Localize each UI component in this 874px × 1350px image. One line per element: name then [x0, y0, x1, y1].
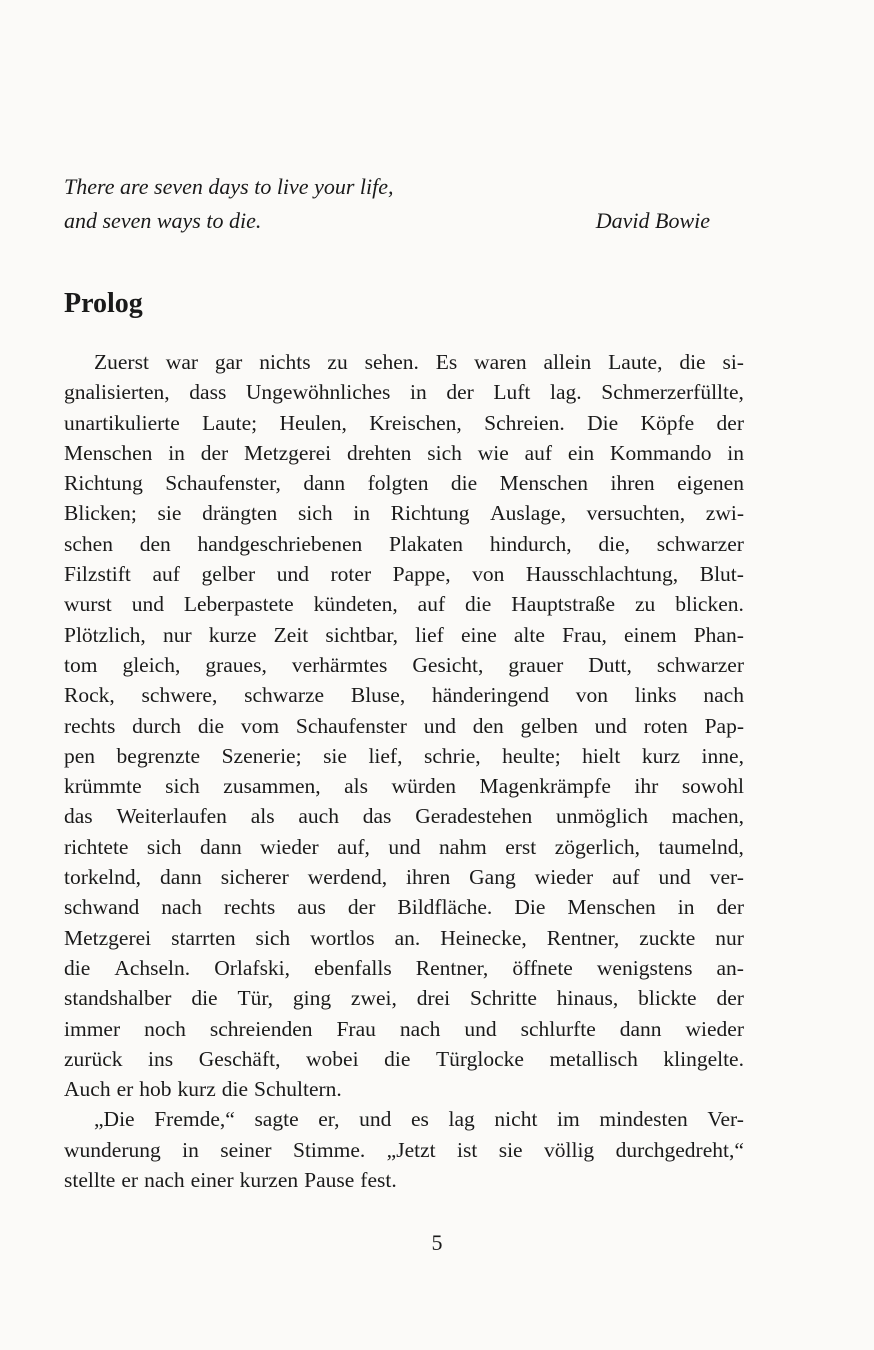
text-line: standshalber die Tür, ging zwei, drei Schritte hinaus, blickte der: [64, 986, 744, 1011]
text-line: Metzgerei starrten sich wortlos an. Heinecke, Rentner, zuckte nur: [64, 925, 744, 950]
paragraph: [64, 347, 744, 1104]
epigraph-quote-line-2: and seven ways to die.: [64, 208, 262, 233]
text-line: Auch er hob kurz die Schultern.: [64, 1077, 342, 1102]
text-line: unartikulierte Laute; Heulen, Kreischen, Schreien. Die Köpfe der: [64, 410, 744, 435]
text-line: richtete sich dann wieder auf, und nahm erst zögerlich, taumelnd,: [64, 834, 744, 859]
page-number: 5: [431, 1230, 443, 1255]
text-line: torkelnd, dann sicherer werdend, ihren Gang wieder auf und ver-: [64, 865, 744, 890]
text-line: Blicken; sie drängten sich in Richtung Auslage, versuchten, zwi-: [64, 501, 744, 526]
text-line: immer noch schreienden Frau nach und schlurfte dann wieder: [64, 1016, 744, 1041]
text-line: die Achseln. Orlafski, ebenfalls Rentner, öffnete wenigstens an-: [64, 955, 744, 980]
text-line: gnalisierten, dass Ungewöhnliches in der Luft lag. Schmerzerfüllte,: [64, 380, 744, 405]
text-line: Rock, schwere, schwarze Bluse, händeringend von links nach: [64, 683, 744, 708]
epigraph-quote-line-1: There are seven days to live your life,: [64, 174, 394, 199]
text-line: Plötzlich, nur kurze Zeit sichtbar, lief eine alte Frau, einem Phan-: [64, 622, 744, 647]
text-line: Zuerst war gar nichts zu sehen. Es waren allein Laute, die si-: [94, 350, 744, 374]
text-line: wunderung in seiner Stimme. „Jetzt ist sie völlig durchgedreht,“: [64, 1137, 744, 1162]
text-line: das Weiterlaufen als auch das Geradestehen unmöglich machen,: [64, 804, 744, 829]
text-line: Richtung Schaufenster, dann folgten die Menschen ihren eigenen: [64, 471, 744, 496]
paragraph: [64, 1104, 744, 1195]
text-line: rechts durch die vom Schaufenster und den gelben und roten Pap-: [64, 713, 744, 738]
text-line: pen begrenzte Szenerie; sie lief, schrie, heulte; hielt kurz inne,: [64, 743, 744, 768]
text-line: Filzstift auf gelber und roter Pappe, von Hausschlachtung, Blut-: [64, 562, 744, 587]
chapter-heading: Prolog: [64, 288, 143, 319]
text-line: „Die Fremde,“ sagte er, und es lag nicht im mindesten Ver-: [94, 1107, 744, 1132]
text-line: wurst und Leberpastete kündeten, auf die Hauptstraße zu blicken.: [64, 592, 744, 617]
text-line: schwand nach rechts aus der Bildfläche. Die Menschen in der: [64, 895, 744, 920]
epigraph-line: [64, 204, 710, 238]
epigraph-author: David Bowie: [595, 208, 710, 233]
text-line: schen den handgeschriebenen Plakaten hindurch, die, schwarzer: [64, 531, 744, 556]
text-line: zurück ins Geschäft, wobei die Türglocke metallisch klingelte.: [64, 1046, 744, 1071]
text-line: tom gleich, graues, verhärmtes Gesicht, grauer Dutt, schwarzer: [64, 652, 744, 677]
text-line: stellte er nach einer kurzen Pause fest.: [64, 1168, 397, 1193]
epigraph-line: [64, 170, 710, 204]
chapter-body: [64, 347, 744, 1195]
text-line: krümmte sich zusammen, als würden Magenkrämpfe ihr sowohl: [64, 774, 744, 799]
text-line: Menschen in der Metzgerei drehten sich wie auf ein Kommando in: [64, 440, 744, 465]
epigraph: [64, 170, 710, 238]
